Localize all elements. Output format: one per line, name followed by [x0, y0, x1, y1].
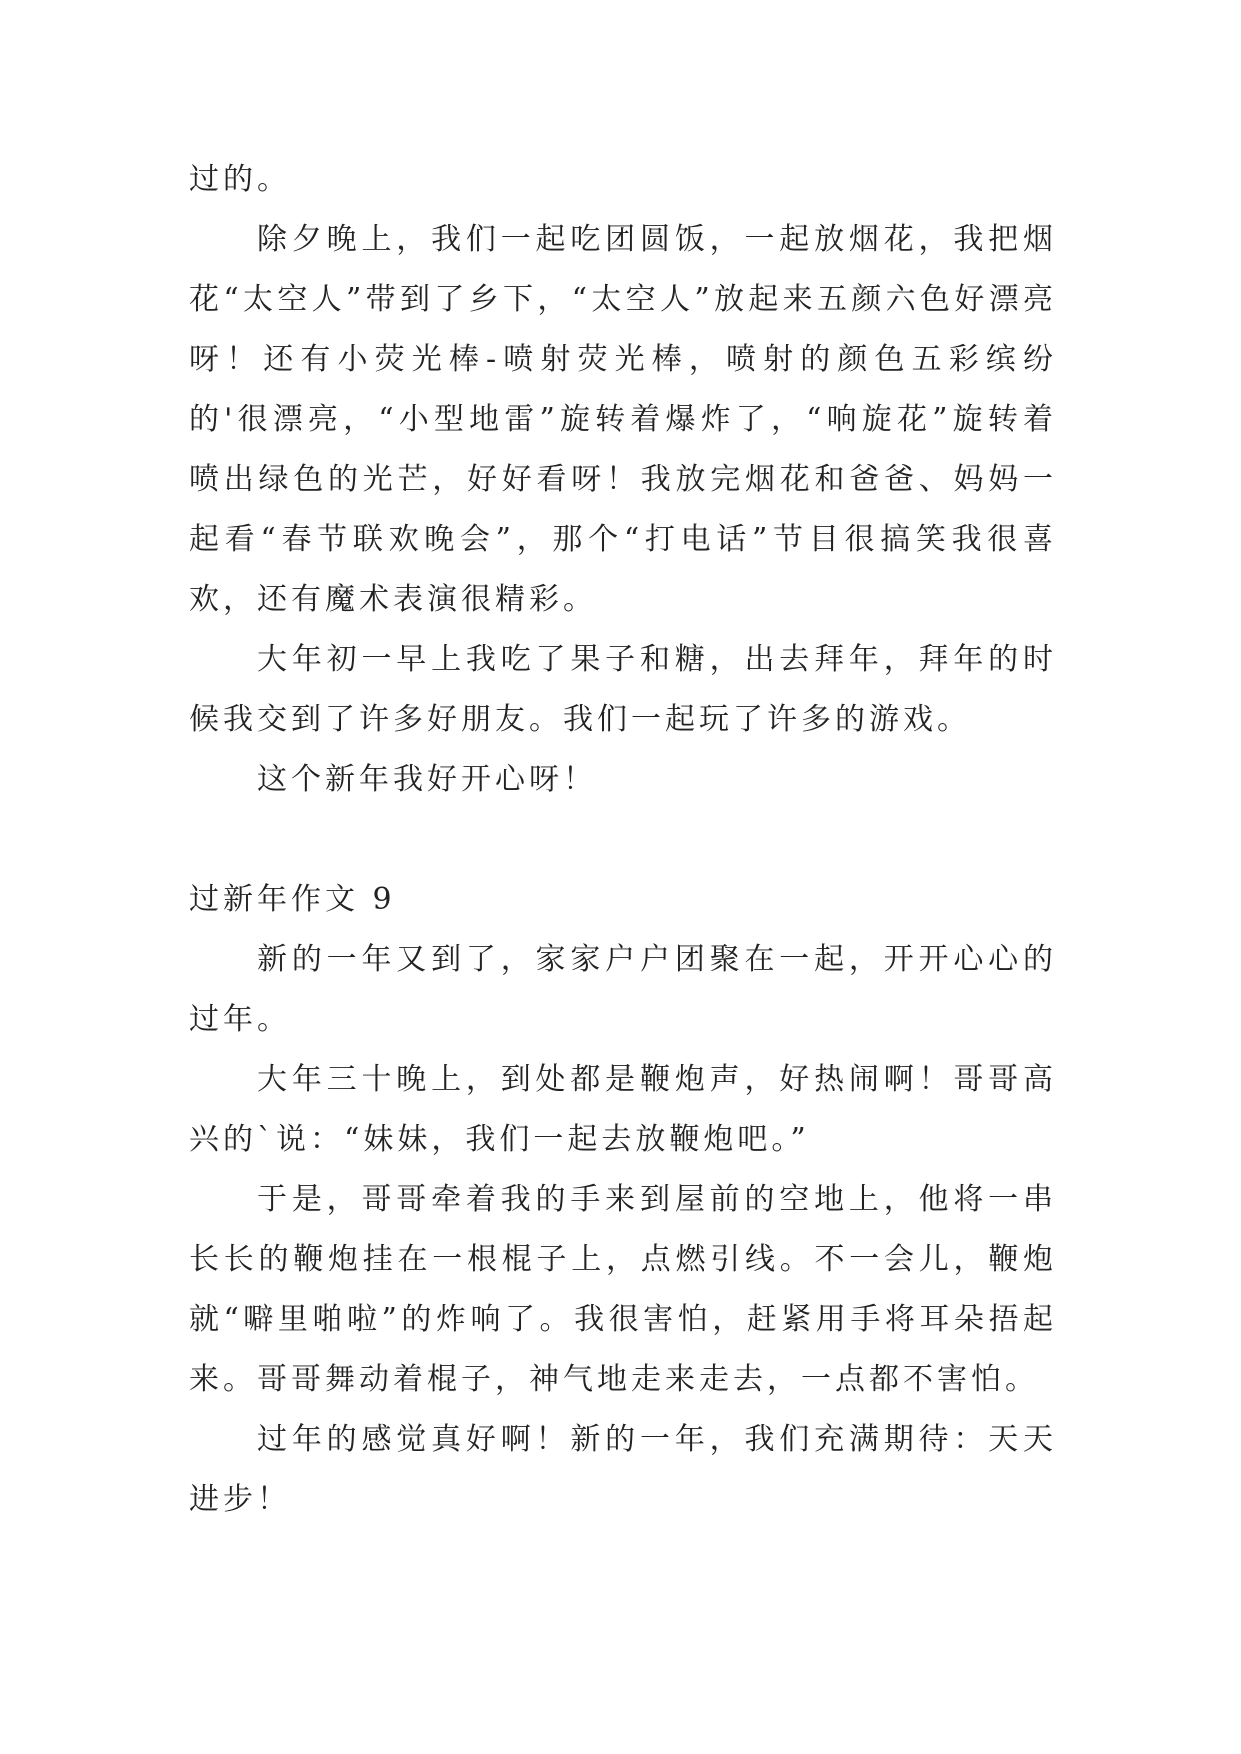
essay9-title: 过新年作文 9 [189, 882, 396, 917]
paragraph-essay9-2: 大年三十晚上，到处都是鞭炮声，好热闹啊！哥哥高兴的`说：“妹妹，我们一起去放鞭炮吧。” [189, 1062, 1057, 1157]
section-spacer [189, 810, 1057, 870]
paragraph-essay9-1: 新的一年又到了，家家户户团聚在一起，开开心心的过年。 [189, 942, 1057, 1037]
paragraph-essay8-1: 除夕晚上，我们一起吃团圆饭，一起放烟花，我把烟花“太空人”带到了乡下，“太空人”放起来五颜六色好漂亮呀！还有小荧光棒-喷射荧光棒，喷射的颜色五彩缤纷的'很漂亮，“小型地雷”旋转着爆炸了，“响旋花”旋转着喷出绿色的光芒，好好看呀！我放完烟花和爸爸、妈妈一起看“春节联欢晚会”，那个“打电话”节目很搞笑我很喜欢，还有魔术表演很精彩。 [189, 222, 1057, 617]
paragraph-essay9-4: 过年的感觉真好啊！新的一年，我们充满期待：天天进步！ [189, 1422, 1057, 1517]
paragraph-essay9-3: 于是，哥哥牵着我的手来到屋前的空地上，他将一串长长的鞭炮挂在一根棍子上，点燃引线。不一会儿，鞭炮就“噼里啪啦”的炸响了。我很害怕，赶紧用手将耳朵捂起来。哥哥舞动着棍子，神气地走来走去，一点都不害怕。 [189, 1182, 1057, 1397]
paragraph-essay8-3: 这个新年我好开心呀！ [257, 762, 597, 797]
paragraph-essay8-2: 大年初一早上我吃了果子和糖，出去拜年，拜年的时候我交到了许多好朋友。我们一起玩了许多的游戏。 [189, 642, 1057, 737]
continuation-text: 过的。 [189, 162, 291, 197]
document-page [189, 150, 1057, 1530]
